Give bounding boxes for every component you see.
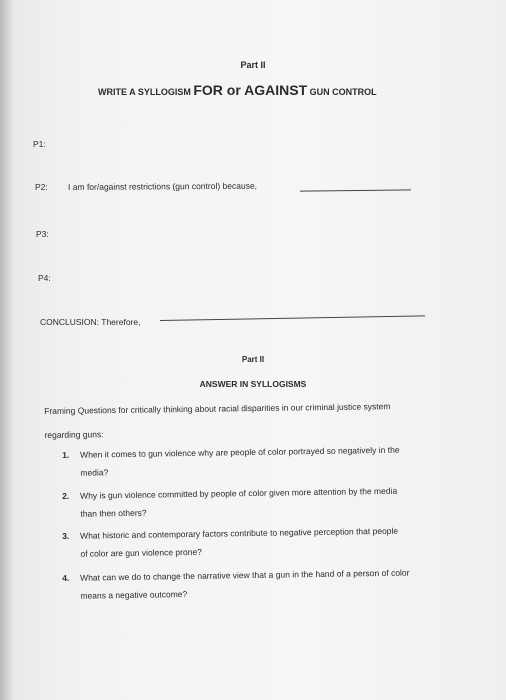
question-text: What can we do to change the narrative view that a gun in the hand of a person of color means a negative outcome? bbox=[80, 567, 410, 601]
assignment-title bbox=[98, 82, 377, 98]
framing-intro-line1: Framing Questions for critically thinking about racial disparities in our criminal justice system bbox=[44, 401, 391, 416]
list-item bbox=[62, 520, 483, 567]
page-edge-shadow bbox=[0, 0, 14, 700]
question-text: What historic and contemporary factors contribute to negative perception that people of color are gun violence prone? bbox=[80, 525, 399, 559]
part2-subheading: ANSWER IN SYLLOGISMS bbox=[199, 379, 307, 389]
question-number: 1. bbox=[62, 449, 70, 460]
premise-label-p2: P2: bbox=[35, 182, 48, 192]
list-item bbox=[62, 480, 483, 527]
question-number: 3. bbox=[62, 530, 70, 541]
question-text: Why is gun violence committed by people of color given more attention by the media than then others? bbox=[80, 485, 398, 519]
list-item bbox=[62, 562, 493, 609]
conclusion-label bbox=[40, 317, 140, 327]
premise-label-p3: P3: bbox=[36, 229, 49, 239]
answer-line-conclusion[interactable] bbox=[160, 315, 425, 321]
title-prefix: WRITE A SYLLOGISM bbox=[98, 87, 194, 97]
part-heading: Part II bbox=[240, 60, 266, 70]
framing-intro-line2: regarding guns: bbox=[44, 429, 104, 440]
premise-label-p1: P1: bbox=[33, 139, 46, 149]
framing-intro bbox=[44, 394, 391, 447]
premise-text-p2: I am for/against restrictions (gun control) because, bbox=[68, 180, 258, 192]
title-suffix: GUN CONTROL bbox=[307, 87, 377, 97]
title-emphasis: FOR or AGAINST bbox=[193, 82, 308, 98]
question-number: 2. bbox=[62, 490, 70, 501]
answer-line-p2[interactable] bbox=[300, 189, 411, 191]
conclusion-keyword: CONCLUSION: bbox=[40, 317, 100, 327]
conclusion-text: Therefore, bbox=[101, 317, 141, 327]
question-text: When it comes to gun violence why are people of color portrayed so negatively in the media? bbox=[80, 444, 400, 478]
part2-heading: Part II bbox=[241, 355, 265, 364]
question-number: 4. bbox=[62, 572, 70, 583]
list-item bbox=[62, 439, 483, 486]
premise-label-p4: P4: bbox=[38, 273, 51, 283]
